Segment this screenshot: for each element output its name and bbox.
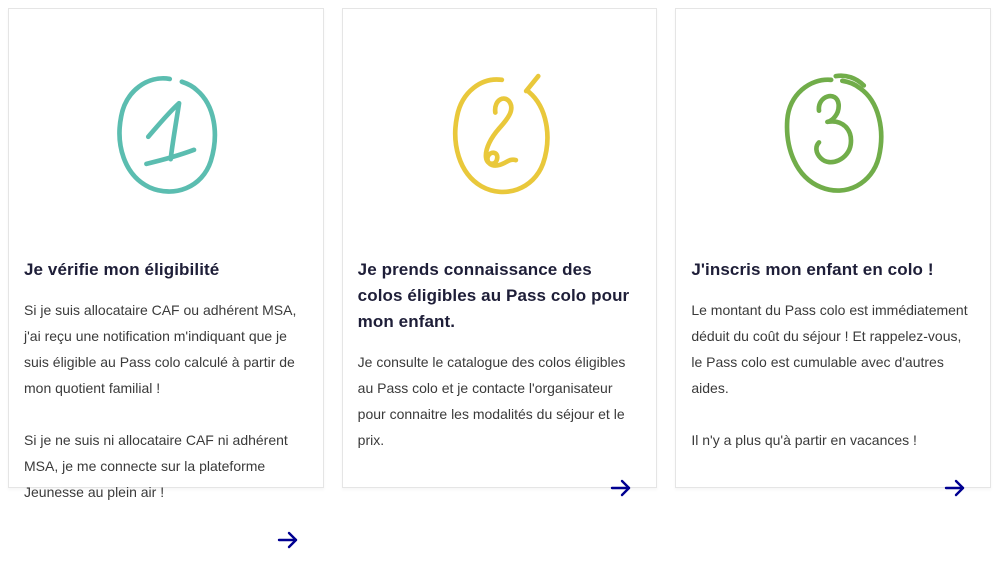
- arrow-right-icon: [943, 479, 967, 497]
- step-2-arrow-link[interactable]: [609, 479, 633, 497]
- step-2-footer: [358, 479, 642, 519]
- step-3-illustration: [691, 9, 975, 253]
- step-1-paragraph-1: Si je suis allocataire CAF ou adhérent MSA, j'ai reçu une notification m'indiquant que je suis éligible au Pass colo calculé à partir de mon quotient familial !: [24, 302, 297, 396]
- arrow-right-icon: [609, 479, 633, 497]
- step-1-footer: [24, 531, 308, 571]
- hand-drawn-circled-number-3-icon: [777, 68, 889, 200]
- step-3-paragraph-1: Le montant du Pass colo est immédiatement déduit du coût du séjour ! Et rappelez-vous, le Pass colo est cumulable avec d'autres aides.: [691, 302, 968, 396]
- step-2-title: Je prends connaissance des colos éligibles au Pass colo pour mon enfant.: [357, 260, 630, 331]
- step-1-paragraph-2: Si je ne suis ni allocataire CAF ni adhérent MSA, je me connecte sur la plateforme Jeunesse au plein air !: [24, 432, 288, 500]
- step-1-title: Je vérifie mon éligibilité: [24, 260, 220, 279]
- hand-drawn-circled-number-2-icon: [444, 68, 556, 200]
- step-3-paragraph-2: Il n'y a plus qu'à partir en vacances !: [691, 432, 917, 448]
- hand-drawn-circled-number-1-icon: [110, 68, 222, 200]
- step-1-illustration: [24, 9, 308, 253]
- step-card-1: [8, 8, 324, 500]
- step-card-3: [675, 8, 991, 488]
- arrow-right-icon: [276, 531, 300, 549]
- step-card-2: [342, 8, 658, 488]
- step-3-footer: [691, 479, 975, 519]
- step-3-arrow-link[interactable]: [943, 479, 967, 497]
- step-2-illustration: [358, 9, 642, 253]
- step-1-arrow-link[interactable]: [276, 531, 300, 549]
- step-2-paragraph-1: Je consulte le catalogue des colos éligibles au Pass colo et je contacte l'organisateur pour connaitre les modalités du séjour et le prix.: [357, 354, 626, 448]
- step-3-title: J'inscris mon enfant en colo !: [691, 260, 934, 279]
